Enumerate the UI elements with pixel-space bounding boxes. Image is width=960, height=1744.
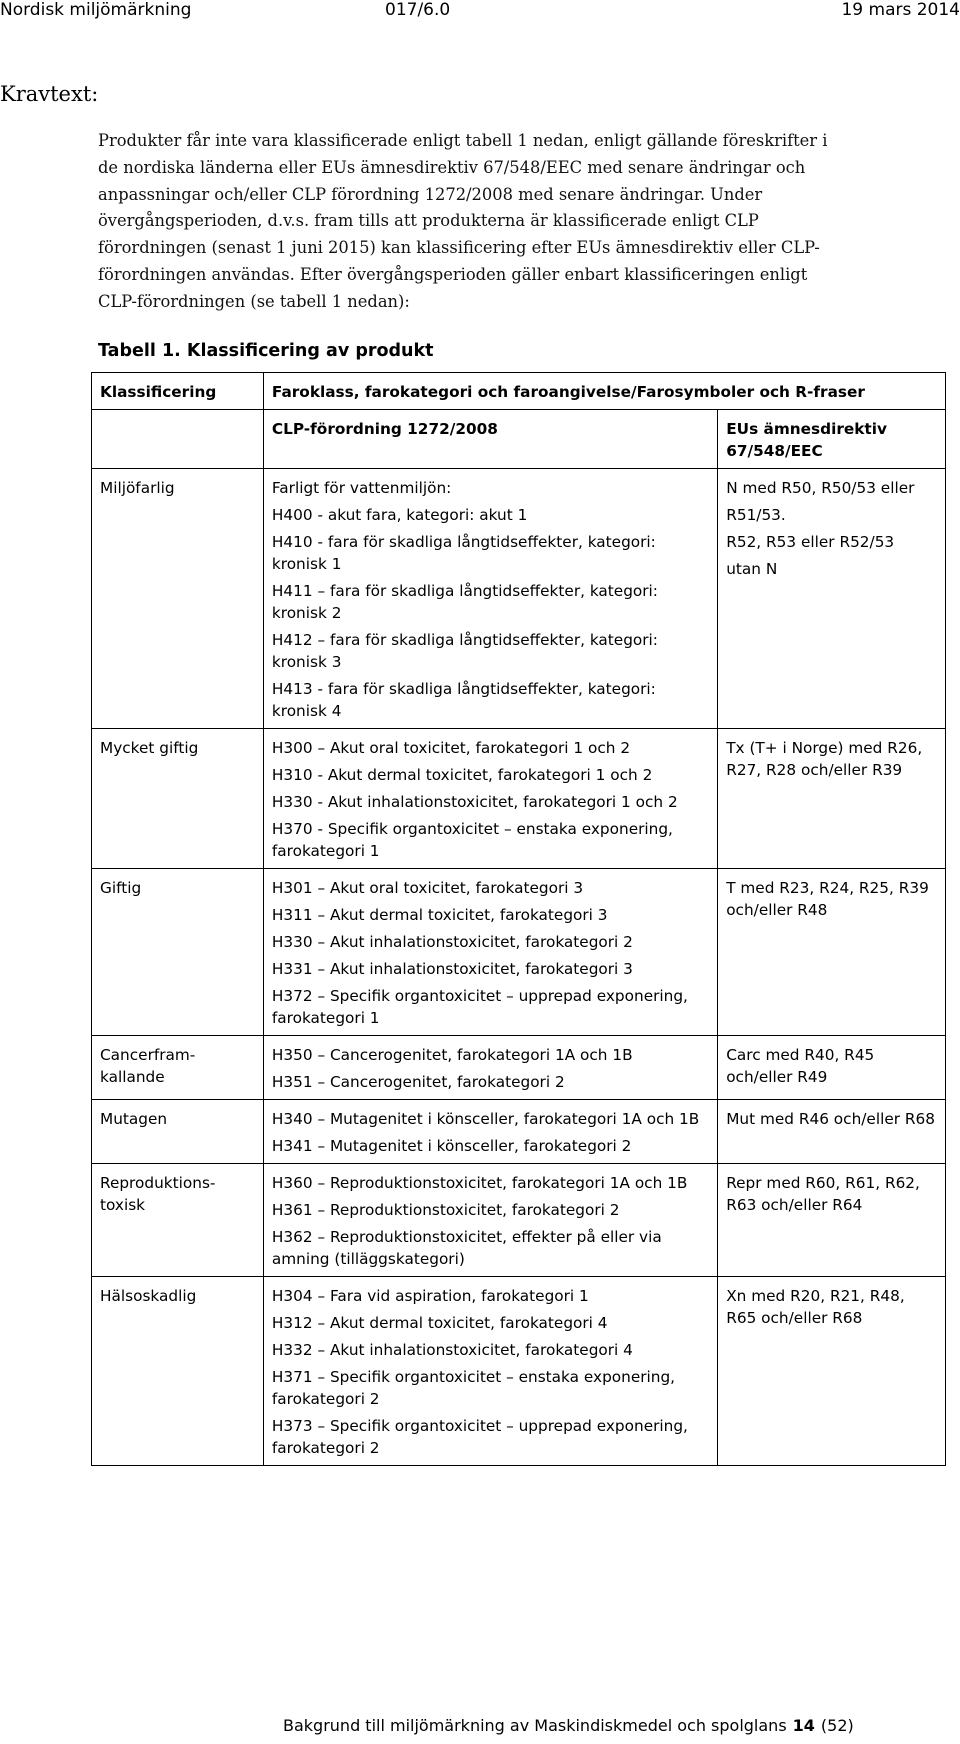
- intro-line: förordningen (senast 1 juni 2015) kan klassificering efter EUs ämnesdirektiv eller CLP-: [98, 238, 820, 258]
- clp-cell: [263, 1164, 717, 1277]
- hazard-statement: H331 – Akut inhalationstoxicitet, farokategori 3: [271, 960, 633, 978]
- table-subheader-row: [92, 410, 946, 469]
- clp-cell: [263, 869, 717, 1036]
- intro-line: övergångsperioden, d.v.s. fram tills att produkterna är klassificerade enligt CLP: [98, 211, 759, 231]
- eu-directive-cell: [718, 869, 946, 1036]
- header-hazard-class: Faroklass, farokategori och faroangivelse/Farosymboler och R-fraser: [263, 373, 945, 410]
- page-header: [0, 0, 960, 28]
- table-row: [92, 1164, 946, 1277]
- header-classification: Klassificering: [92, 373, 264, 410]
- page-footer: [283, 1716, 854, 1735]
- risk-phrase: T med R23, R24, R25, R39 och/eller R48: [726, 879, 929, 919]
- eu-directive-cell: [718, 1277, 946, 1466]
- hazard-statement: H332 – Akut inhalationstoxicitet, farokategori 4: [271, 1341, 633, 1359]
- intro-line: Produkter får inte vara klassificerade enligt tabell 1 nedan, enligt gällande föreskrifter i: [98, 131, 828, 150]
- table-body: [92, 469, 946, 1466]
- eu-directive-cell: [718, 1036, 946, 1100]
- section-title: Kravtext:: [0, 82, 99, 106]
- risk-phrase: Carc med R40, R45 och/eller R49: [726, 1046, 875, 1086]
- hazard-statement: H362 – Reproduktionstoxicitet, effekter på eller via amning (tilläggskategori): [271, 1228, 662, 1268]
- risk-phrase: Xn med R20, R21, R48, R65 och/eller R68: [726, 1287, 905, 1327]
- hazard-statement: H410 - fara för skadliga långtidseffekter, kategori: kronisk 1: [271, 533, 656, 573]
- hazard-statement: H350 – Cancerogenitet, farokategori 1A och 1B: [271, 1046, 633, 1064]
- subheader-eu-directive: EUs ämnesdirektiv 67/548/EEC: [718, 410, 946, 469]
- clp-cell: [263, 469, 717, 729]
- intro-line: de nordiska länderna eller EUs ämnesdirektiv 67/548/EEC med senare ändringar och: [98, 157, 806, 177]
- classification-cell: Cancerfram-kallande: [92, 1036, 264, 1100]
- hazard-statement: H351 – Cancerogenitet, farokategori 2: [271, 1073, 565, 1091]
- eu-directive-cell: [718, 469, 946, 729]
- risk-phrase: utan N: [726, 560, 778, 578]
- header-document-version: 017/6.0: [385, 0, 451, 20]
- hazard-statement: H400 - akut fara, kategori: akut 1: [271, 506, 528, 524]
- hazard-statement: H330 - Akut inhalationstoxicitet, farokategori 1 och 2: [271, 793, 678, 811]
- table-row: [92, 1277, 946, 1466]
- hazard-statement: H312 – Akut dermal toxicitet, farokategori 4: [271, 1314, 608, 1332]
- table-caption: Tabell 1. Klassificering av produkt: [98, 341, 434, 361]
- classification-cell: Mutagen: [92, 1100, 264, 1164]
- footer-page-total: (52): [820, 1716, 854, 1735]
- risk-phrase: Mut med R46 och/eller R68: [726, 1110, 935, 1128]
- classification-cell: Giftig: [92, 869, 264, 1036]
- clp-cell: [263, 1100, 717, 1164]
- hazard-statement: H311 – Akut dermal toxicitet, farokategori 3: [271, 906, 608, 924]
- table-row: [92, 469, 946, 729]
- eu-directive-cell: [718, 1164, 946, 1277]
- clp-cell: [263, 729, 717, 869]
- classification-cell: Reproduktions-toxisk: [92, 1164, 264, 1277]
- hazard-statement: H340 – Mutagenitet i könsceller, farokategori 1A och 1B: [271, 1110, 700, 1128]
- table-row: [92, 869, 946, 1036]
- risk-phrase: Repr med R60, R61, R62, R63 och/eller R64: [726, 1174, 920, 1214]
- classification-cell: Mycket giftig: [92, 729, 264, 869]
- hazard-statement: H370 - Specifik organtoxicitet – enstaka exponering, farokategori 1: [271, 820, 673, 860]
- clp-cell: [263, 1277, 717, 1466]
- intro-line: CLP-förordningen (se tabell 1 nedan):: [98, 291, 410, 311]
- footer-page-number: 14: [792, 1716, 815, 1735]
- subheader-empty: [92, 410, 264, 469]
- table-row: [92, 1036, 946, 1100]
- hazard-statement: H301 – Akut oral toxicitet, farokategori 3: [271, 879, 584, 897]
- hazard-statement: H412 – fara för skadliga långtidseffekter, kategori: kronisk 3: [271, 631, 658, 671]
- hazard-statement: H372 – Specifik organtoxicitet – upprepad exponering, farokategori 1: [271, 987, 688, 1027]
- classification-cell: Hälsoskadlig: [92, 1277, 264, 1466]
- hazard-statement: H360 – Reproduktionstoxicitet, farokategori 1A och 1B: [271, 1174, 688, 1192]
- hazard-statement: H373 – Specifik organtoxicitet – upprepad exponering, farokategori 2: [271, 1417, 688, 1457]
- risk-phrase: N med R50, R50/53 eller: [726, 479, 915, 497]
- intro-line: anpassningar och/eller CLP förordning 1272/2008 med senare ändringar. Under: [98, 184, 763, 204]
- table-row: [92, 729, 946, 869]
- hazard-statement: H300 – Akut oral toxicitet, farokategori 1 och 2: [271, 739, 631, 757]
- hazard-statement: Farligt för vattenmiljön:: [271, 479, 452, 497]
- hazard-statement: H411 – fara för skadliga långtidseffekter, kategori: kronisk 2: [271, 582, 658, 622]
- header-date: 19 mars 2014: [841, 0, 960, 20]
- classification-cell: Miljöfarlig: [92, 469, 264, 729]
- hazard-statement: H304 – Fara vid aspiration, farokategori 1: [271, 1287, 589, 1305]
- risk-phrase: Tx (T+ i Norge) med R26, R27, R28 och/eller R39: [726, 739, 923, 779]
- eu-directive-cell: [718, 729, 946, 869]
- eu-directive-cell: [718, 1100, 946, 1164]
- header-organization: Nordisk miljömärkning: [0, 0, 192, 20]
- hazard-statement: H310 - Akut dermal toxicitet, farokategori 1 och 2: [271, 766, 653, 784]
- classification-table: [91, 372, 946, 1466]
- hazard-statement: H371 – Specifik organtoxicitet – enstaka exponering, farokategori 2: [271, 1368, 676, 1408]
- risk-phrase: R52, R53 eller R52/53: [726, 533, 895, 551]
- subheader-clp: CLP-förordning 1272/2008: [263, 410, 717, 469]
- intro-line: förordningen användas. Efter övergångsperioden gäller enbart klassificeringen enligt: [98, 264, 808, 284]
- hazard-statement: H330 – Akut inhalationstoxicitet, farokategori 2: [271, 933, 633, 951]
- footer-document-title: Bakgrund till miljömärkning av Maskindiskmedel och spolglans: [283, 1716, 787, 1735]
- hazard-statement: H361 – Reproduktionstoxicitet, farokategori 2: [271, 1201, 620, 1219]
- risk-phrase: R51/53.: [726, 506, 786, 524]
- clp-cell: [263, 1036, 717, 1100]
- hazard-statement: H413 - fara för skadliga långtidseffekter, kategori: kronisk 4: [271, 680, 656, 720]
- table-header-row: [92, 373, 946, 410]
- hazard-statement: H341 – Mutagenitet i könsceller, farokategori 2: [271, 1137, 632, 1155]
- table-row: [92, 1100, 946, 1164]
- intro-paragraph: [98, 128, 940, 316]
